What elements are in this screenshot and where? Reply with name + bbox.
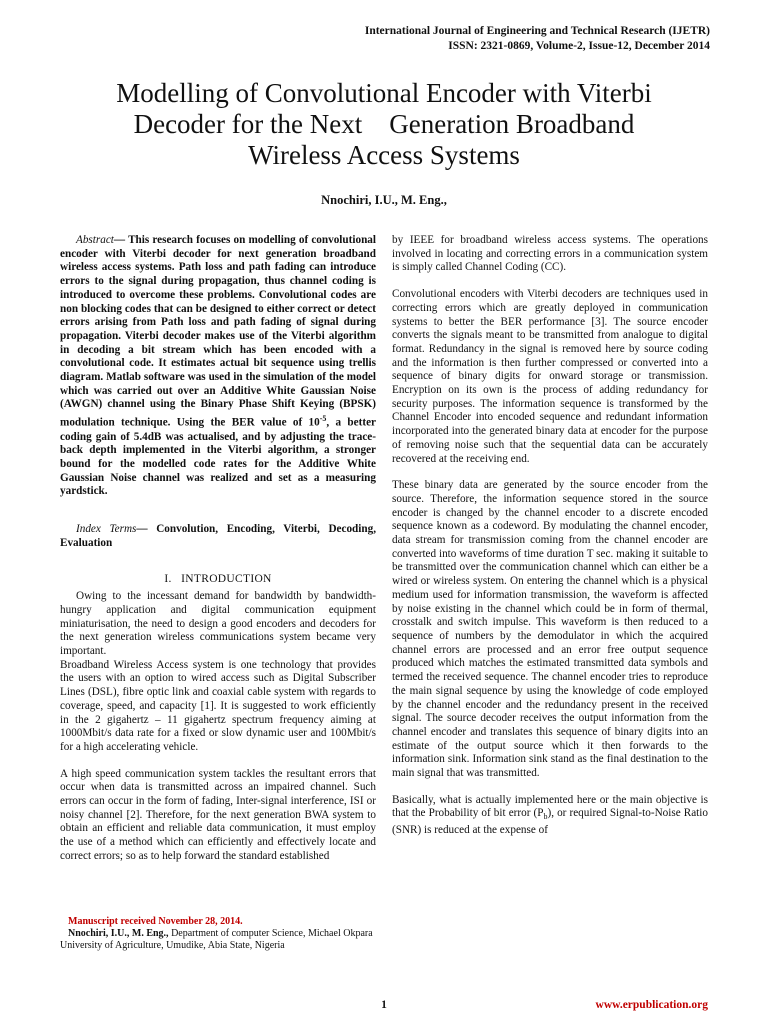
manuscript-received: Manuscript received November 28, 2014. [68,916,243,927]
index-terms-dash: — [136,523,157,536]
section-heading-introduction: I. INTRODUCTION [164,572,272,585]
footnote-affiliation: Department of computer Science, Michael Okpara University of Agriculture, Umudike, Abia State, Nigeria [60,928,373,951]
abstract-dash: — [113,234,129,246]
left-column [60,234,376,864]
author-affiliation [60,928,376,952]
abstract-sup: -5 [319,414,327,424]
paper-authors: Nnochiri, I.U., M. Eng., [321,193,447,207]
index-terms [60,523,376,550]
footnote-author: Nnochiri, I.U., M. Eng., [68,928,169,939]
right-paragraph-4 [392,794,708,838]
intro-paragraph-3: A high speed communication system tackles the resultant errors that occur when data is transmitted across an impaired channel. Such errors can occur in the form of fading, Inter-signal interference, ISI or noisy channel [2]. Therefore, for the next generation BWA system to obtain an efficient and reliable data communication, it must employ the use of a method which can efficiently and effectively locate and correct errors; so as to help forward the standard established [60,767,376,862]
journal-header [365,24,710,54]
intro-paragraph-1: Owing to the incessant demand for bandwidth by bandwidth-hungry application and digital communication equipment miniaturisation, the need to design a good encoders and decoders for the next generation wireless communications system became very important. [60,590,376,658]
abstract-text-2: , a better coding gain of 5.4dB was actualised, and by adjusting the trace-back depth implemented in the Viterbi algorithm, a stronger bound for the modelled code rates for the Additive White Gaussian Noise channel was realized and set as a measuring yardstick. [60,416,376,498]
right-paragraph-4-a: Basically, what is actually implemented here or the main objective is that the Probability of bit error (P [392,793,708,820]
publisher-website-link[interactable]: www.erpublication.org [595,999,708,1011]
title-line-3: Wireless Access Systems [248,140,520,170]
index-terms-lead: Index Terms [76,523,137,536]
journal-issn: ISSN: 2321-0869, Volume-2, Issue-12, December 2014 [448,40,710,52]
footnote [60,916,376,952]
title-line-2: Decoder for the Next Generation Broadband [133,109,635,139]
pb-subscript: b [543,812,548,822]
journal-name: International Journal of Engineering and Technical Research (IJETR) [364,25,710,37]
abstract [60,234,376,499]
abstract-lead: Abstract [76,234,114,246]
title-line-1: Modelling of Convolutional Encoder with Viterbi [116,78,652,108]
right-paragraph-4-b: ), or required Signal-to-Noise Ratio (SNR) is reduced at the expense of [392,807,708,837]
page-number: 1 [381,999,387,1011]
abstract-text: This research focuses on modelling of convolutional encoder with Viterbi decoder for next generation broadband wireless access systems. Path loss and path fading can introduce errors to the signal during propagation, thus channel coding is introduced to overcome these problems. Convolutional codes are non blocking codes that can be designed to either correct or detect errors arising from Path loss and path fading of signal during propagation. Viterbi decoder makes use of the Viterbi algorithm in decoding a bit stream which has been encoded with a convolutional code. It estimates actual bit sequence using trellis diagram. Matlab software was used in the simulation of the model which was carried out over an Additive White Gaussian Noise (AWGN) channel using the Binary Phase Shift Keying (BPSK) modulation technique. Using the BER value of 10 [60,234,376,429]
paper-title [40,78,728,171]
index-terms-text: Convolution, Encoding, Viterbi, Decoding, Evaluation [60,523,377,549]
intro-paragraph-2: Broadband Wireless Access system is one technology that provides the users with an option to wired access such as Digital Subscriber Lines (DSL), fibre optic link and coaxial cable system with regards to coverage, speed, and capacity [1]. It is suggested to work efficiently in the 2 gigahertz – 11 gigahertz spectrum frequency aiming at 1000Mbit/s data rate for a fixed or slow dynamic user and 100Mbit/s for a high accelerating vehicle. [60,658,376,753]
right-paragraph-1: by IEEE for broadband wireless access systems. The operations involved in locating and correcting errors in a communication system is simply called Channel Coding (CC). [392,234,708,274]
right-column [392,234,708,838]
right-paragraph-2: Convolutional encoders with Viterbi decoders are techniques used in correcting errors which are greatly deployed in communication systems to better the BER performance [3]. The source encoder converts the signals meant to be transmitted from analogue to digital format. Redundancy in the signal is removed here by source coding and the information is then further compressed or converted into a sequence of binary digits for onward storage or transmission. Encryption on its own is the process of adding redundancy for security purposes. The information sequence is transformed by the Channel Encoder into encoded sequence and redundant information incorporated into the generated binary data at encoder for the purpose of removing noise such that the sequential data can be accurately recovered at the receiving end. [392,288,708,465]
right-paragraph-3: These binary data are generated by the source encoder from the source. Therefore, the information sequence stored in the source encoder is changed by the channel encoder to a discrete encoded sequence known as a codeword. By modulating the channel encoder, data stream for transmission coming from the channel encoder are converted into waveforms of time duration T sec. making it suitable to be transmitted over the communication channel which can either be a wired or wireless system. On entering the channel which is a physical medium used for information transmission, the waveform is affected by noise existing in the channel which could be in form of thermal, crosstalk and switch impulse. This waveform is then reduced to a sequence of numbers by the demodulator in which the acquired channel errors are processed and an error free output sequence produced which matches the estimated transmitted data symbols and termed the received sequence. The channel encoder tries to reproduce the main signal sequence by using the knowledge of code employed by the channel encoder and the redundancy present in the received signal. The source decoder receives the output information from the channel encoder and translates this sequence of binary digits into an estimate of the output source which it then forwards to the information sink. Information sink stand as the final destination to the main signal that was transmitted. [392,479,708,780]
